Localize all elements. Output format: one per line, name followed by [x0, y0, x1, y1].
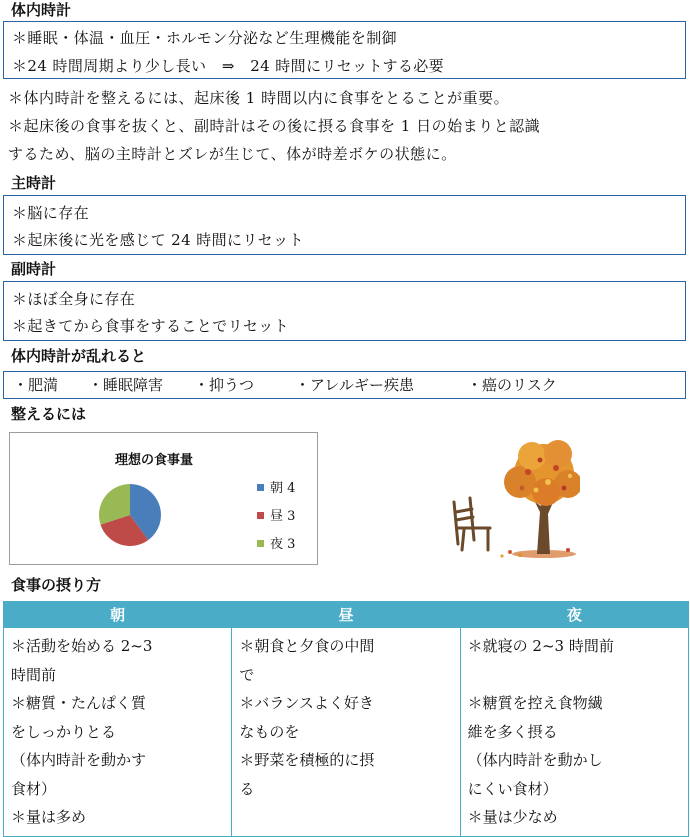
main-clock-line-1: ＊脳に存在 — [12, 204, 90, 222]
morning-line: ＊糖質・たんぱく質 — [11, 694, 147, 712]
morning-line: 時間前 — [11, 665, 57, 684]
body-clock-line-2: ＊24 時間周期より少し長い ⇒ 24 時間にリセットする必要 — [12, 57, 445, 75]
table-header-row — [4, 602, 689, 628]
legend-label-morning: 朝 4 — [270, 481, 296, 496]
main-clock-line-2: ＊起床後に光を感じて 24 時間にリセット — [12, 231, 304, 249]
sub-clock-box — [3, 281, 686, 341]
morning-line: をしっかりとる — [11, 722, 117, 741]
heading-main-clock: 主時計 — [11, 174, 57, 192]
morning-line: ＊活動を始める 2~3 — [11, 637, 153, 655]
legend-item-noon — [257, 509, 295, 525]
night-line: 維を多く摂る — [467, 722, 558, 741]
heading-sub-clock: 副時計 — [11, 260, 57, 278]
heading-body-clock: 体内時計 — [11, 1, 72, 19]
risk-obesity: ・肥満 — [13, 376, 59, 394]
sub-clock-line-1: ＊ほぼ全身に存在 — [12, 290, 136, 308]
body-clock-line-1: ＊睡眠・体温・血圧・ホルモン分泌など生理機能を制御 — [12, 29, 398, 47]
heading-adjust: 整えるには — [11, 405, 87, 423]
risk-depression: ・抑うつ — [194, 376, 255, 394]
heading-how-to-eat: 食事の摂り方 — [11, 576, 102, 594]
table-header-noon: 昼 — [232, 602, 460, 628]
night-line: ＊量は少なめ — [467, 808, 558, 826]
legend-item-night — [257, 537, 295, 553]
legend-item-morning — [257, 481, 295, 497]
meal-amount-chart — [9, 432, 318, 565]
night-line: （体内時計を動かし — [467, 751, 603, 769]
morning-line: ＊量は多め — [11, 808, 87, 826]
table-row — [4, 628, 689, 837]
table-cell-morning — [4, 628, 232, 837]
night-line: ＊糖質を控え食物繊 — [467, 694, 603, 712]
table-cell-noon — [232, 628, 460, 837]
night-line: にくい食材） — [467, 779, 558, 798]
noon-line: ＊野菜を積極的に摂 — [239, 751, 375, 769]
disorder-risk-box — [3, 371, 686, 399]
noon-line: る — [239, 779, 255, 798]
body-clock-paragraph-3: するため、脳の主時計とズレが生じて、体が時差ボケの状態に。 — [8, 145, 457, 163]
noon-line: で — [239, 665, 255, 684]
body-clock-paragraph-2: ＊起床後の食事を抜くと、副時計はその後に摂る食事を 1 日の始まりと認識 — [8, 117, 541, 135]
noon-line: なものを — [239, 722, 300, 741]
heading-disorder: 体内時計が乱れると — [11, 347, 147, 365]
legend-label-night: 夜 3 — [270, 537, 296, 552]
legend-swatch-night — [257, 540, 264, 547]
autumn-tree-with-bench-icon — [440, 432, 580, 562]
morning-line: （体内時計を動かす — [11, 751, 147, 769]
noon-line: ＊バランスよく好き — [239, 694, 374, 712]
noon-line: ＊朝食と夕食の中間 — [239, 637, 375, 655]
body-clock-box — [3, 21, 686, 79]
night-line — [468, 661, 682, 690]
risk-allergy: ・アレルギー疾患 — [295, 376, 415, 394]
body-clock-paragraph-1: ＊体内時計を整えるには、起床後 1 時間以内に食事をとることが重要。 — [8, 89, 510, 107]
legend-swatch-noon — [257, 512, 264, 519]
table-cell-night — [460, 628, 688, 837]
table-header-night: 夜 — [460, 602, 688, 628]
table-header-morning: 朝 — [4, 602, 232, 628]
pie-chart — [10, 453, 210, 563]
sub-clock-line-2: ＊起きてから食事をすることでリセット — [12, 317, 290, 335]
legend-label-noon: 昼 3 — [270, 509, 296, 524]
risk-cancer: ・癌のリスク — [467, 376, 557, 394]
legend-swatch-morning — [257, 484, 264, 491]
risk-sleep-disorder: ・睡眠障害 — [88, 376, 164, 394]
main-clock-box — [3, 195, 686, 255]
chart-title: 理想の食事量 — [115, 453, 194, 468]
meal-timing-table — [3, 601, 689, 837]
morning-line: 食材） — [11, 779, 57, 798]
night-line: ＊就寝の 2~3 時間前 — [467, 637, 614, 655]
